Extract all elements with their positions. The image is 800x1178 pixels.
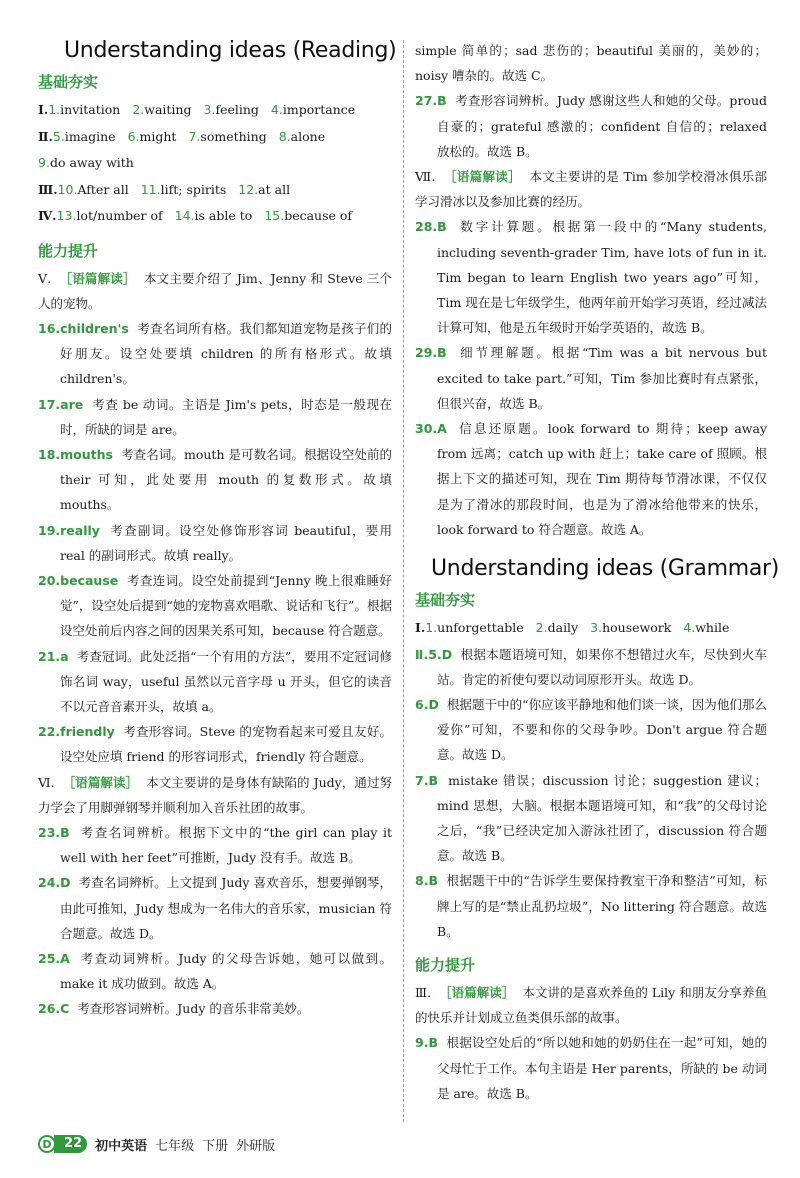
footer-grade: 七年级	[155, 1138, 195, 1154]
answer-number: 2.	[132, 102, 145, 117]
discourse-tag: ［语篇解读］	[62, 774, 139, 790]
discourse-tag: ［语篇解读］	[444, 169, 521, 185]
answer-label: 9.B	[415, 1035, 438, 1051]
answer-number: 7.	[188, 128, 201, 144]
answer-number: 15.	[264, 208, 285, 223]
answer-number: 13.	[56, 208, 77, 223]
answer-text: while	[695, 620, 730, 636]
answer-explanation: 本文主要讲的是 Tim 参加学校滑冰俱乐部学习滑冰以及参加比赛的经历。	[415, 169, 767, 210]
answer-label: 6.D	[415, 696, 439, 712]
roman-numeral: Ⅲ.	[38, 181, 58, 197]
answer-number: 6.	[127, 128, 140, 144]
discourse-tag: ［语篇解读］	[439, 985, 515, 1000]
answer-text: daily	[547, 620, 579, 636]
answer-number: 10.	[57, 181, 78, 197]
answer-text: imagine	[64, 128, 116, 144]
answer-text: unforgettable	[437, 620, 524, 636]
answer-label: 7.B	[415, 772, 438, 788]
grammar-ability-answers	[415, 980, 767, 1106]
answer-text: at all	[258, 181, 291, 197]
answer-explanation: 本文讲的是喜欢养鱼的 Lily 和朋友分享养鱼的快乐并计划成立鱼类俱乐部的故事。	[415, 985, 768, 1026]
answer-label: 18.mouths	[38, 446, 113, 462]
grammar-ability-heading: 能力提升	[415, 956, 476, 974]
footer-subject: 初中英语	[95, 1138, 148, 1154]
answer-number: 11.	[140, 181, 161, 197]
answer-explanation: 考查形容词辨析。Judy 感谢这些人和她的父母。proud 自豪的；grateful 感激的；confident 自信的；relaxed 放松的。故选 B。	[437, 93, 767, 159]
grammar-section-title: Understanding ideas (Grammar)	[431, 556, 780, 582]
answer-explanation: 考查副词。设空处修饰形容词 beautiful，要用 real 的副词形式。故填 really。	[60, 522, 393, 563]
answer-paragraph	[38, 518, 392, 568]
answer-number: 3.	[203, 102, 216, 117]
answer-paragraph	[415, 38, 767, 88]
answer-explanation: 细节理解题。根据“Tim was a bit nervous but excited to take part.”可知，Tim 参加比赛时有点紧张，但很兴奋，故选 B。	[437, 345, 767, 411]
basic-answer-line	[415, 615, 767, 642]
right-column	[415, 38, 780, 1106]
answer-number: 1.	[425, 620, 438, 636]
column-divider	[403, 40, 404, 1122]
ability-heading: 能力提升	[38, 241, 99, 260]
answer-text: lot/number of	[76, 208, 163, 223]
roman-numeral: Ⅰ.	[38, 102, 49, 117]
answer-explanation: 考查名词所有格。我们都知道宠物是孩子们的好朋友。设空处要填 children 的所有格形式。故填 children's。	[60, 320, 392, 387]
answer-number: 3.	[590, 620, 603, 636]
page-number: 22	[54, 1135, 87, 1153]
answer-explanation: 考查形容词辨析。Judy 的音乐非常美妙。	[77, 1001, 310, 1017]
answer-label: 20.because	[38, 572, 119, 588]
answer-paragraph	[38, 719, 392, 769]
footer-edition: 外研版	[236, 1138, 276, 1154]
answer-text: invitation	[60, 102, 121, 117]
answer-text: importance	[282, 102, 356, 117]
basic-answer-line	[38, 97, 392, 124]
answer-explanation: 根据题干中的“你应该平静地和他们谈一谈，因为他们那么爱你”可知，不要和你的父母争吵。Don't argue 符合题意。故选 D。	[437, 696, 767, 763]
answer-text: After all	[77, 181, 129, 197]
answer-label: 25.A	[38, 950, 70, 966]
answer-explanation: 本文主要讲的是身体有缺陷的 Judy，通过努力学会了用脚弹钢琴并顺利加入音乐社团的故事。	[38, 774, 393, 815]
answer-explanation: mistake 错误；discussion 讨论；suggestion 建议；mind 思想，大脑。根据本题语境可知，和“我”的父母讨论之后，“我”已经决定加入游泳社团了，discussion 符合题意。故选 B。	[437, 772, 767, 864]
answer-number: 9.	[38, 155, 50, 170]
reading-continued-answers	[415, 38, 767, 542]
answer-paragraph	[38, 644, 392, 720]
answer-label: 8.B	[415, 873, 438, 889]
answer-explanation: 考查名词。mouth 是可数名词。根据设空处前的 their 可知，此处要用 mouth 的复数形式。故填 mouths。	[60, 446, 392, 513]
grammar-choice-answers	[415, 642, 767, 944]
answer-label: 30.A	[415, 421, 447, 437]
footer-badge: D	[38, 1135, 56, 1153]
answer-paragraph	[38, 996, 392, 1021]
answer-label: 26.C	[38, 1001, 70, 1017]
grammar-basic-answers	[415, 615, 767, 642]
basic-answer-line	[38, 150, 392, 177]
answer-paragraph	[415, 868, 767, 944]
answer-text: feeling	[215, 102, 259, 117]
answer-number: 14.	[174, 208, 195, 223]
answer-text: do away with	[49, 155, 134, 170]
answer-paragraph	[415, 416, 767, 542]
answer-label: 22.friendly	[38, 724, 115, 740]
answer-label: Ⅴ.	[38, 270, 52, 286]
answer-paragraph	[415, 88, 767, 164]
answer-text: is able to	[194, 208, 253, 223]
answer-explanation: 考查动词辨析。Judy 的父母告诉她，她可以做到。make it 成功做到。故选 A。	[60, 950, 392, 992]
answer-number: 4.	[683, 620, 696, 636]
basic-answer-line	[38, 177, 392, 204]
answer-explanation: 根据本题语境可知，如果你不想错过火车，尽快到火车站。肯定的祈使句要以动词原形开头。故选 D。	[437, 646, 767, 687]
answer-text: might	[139, 128, 177, 144]
answer-explanation: 信息还原题。look forward to 期待；keep away from 远离；catch up with 赶上；take care of 照顾。根据上下文的描述可知，现在 Tim 期待每节滑冰课，不仅仅是为了滑冰的那段时间，也是为了滑冰给他带来的快乐，look forward to 符合题意。故选 A。	[437, 421, 767, 537]
answer-number: 4.	[270, 102, 283, 117]
answer-label: 28.B	[415, 219, 447, 235]
answer-label: Ⅶ.	[415, 169, 436, 185]
answer-paragraph	[415, 340, 767, 416]
answer-paragraph	[38, 820, 392, 870]
answer-paragraph	[415, 1030, 767, 1106]
answer-text: alone	[290, 128, 326, 144]
answer-paragraph	[415, 214, 767, 340]
answer-explanation: simple 简单的；sad 悲伤的；beautiful 美丽的，美妙的；noisy 嘈杂的。故选 C。	[415, 43, 767, 84]
answer-label: 19.really	[38, 522, 100, 538]
answer-explanation: 考查连词。设空处前提到“Jenny 晚上很难睡好觉”，设空处后提到“她的宠物喜欢唱歌、说话和飞行”。根据设空处前后内容之间的因果关系可知，because 符合题意。	[60, 572, 393, 639]
answer-text: lift; spirits	[160, 181, 227, 197]
answer-paragraph	[38, 946, 392, 996]
answer-paragraph	[415, 768, 767, 869]
footer-term: 下册	[202, 1138, 229, 1154]
answer-label: 16.children's	[38, 320, 129, 336]
page-footer	[38, 1132, 275, 1156]
answer-paragraph	[38, 316, 392, 392]
answer-number: 12.	[238, 181, 259, 197]
answer-label: 23.B	[38, 824, 70, 840]
answer-paragraph	[415, 692, 767, 768]
answer-paragraph	[415, 642, 767, 692]
answer-label: 29.B	[415, 345, 447, 361]
answer-paragraph	[38, 870, 392, 946]
answer-label: Ⅱ.5.D	[415, 646, 453, 662]
answer-label: 17.are	[38, 396, 84, 412]
answer-text: because of	[284, 208, 353, 223]
answer-paragraph	[38, 568, 392, 644]
answer-explanation: 根据设空处后的“所以她和她的奶奶住在一起”可知，她的父母忙于工作。本句主语是 Her parents，所缺的 be 动词是 are。故选 B。	[437, 1035, 767, 1101]
discourse-tag: ［语篇解读］	[59, 270, 136, 286]
left-column	[38, 38, 397, 1022]
ability-answers	[38, 266, 392, 1022]
answer-paragraph	[415, 164, 767, 214]
answer-explanation: 考查冠词。此处泛指“一个有用的方法”，要用不定冠词修饰名词 way，useful 虽然以元音字母 u 开头，但它的读音不以元音音素开头，故填 a。	[60, 648, 392, 714]
answer-paragraph	[415, 980, 767, 1030]
basic-answer-line	[38, 124, 392, 151]
answer-explanation: 考查名词辨析。根据下文中的“the girl can play it well with her feet”可推断，Judy 没有手。故选 B。	[60, 824, 392, 866]
roman-numeral: Ⅳ.	[38, 208, 57, 223]
answer-label: 21.a	[38, 648, 69, 664]
answer-explanation: 考查形容词。Steve 的宠物看起来可爱且友好。设空处应填 friend 的形容词形式，friendly 符合题意。	[60, 724, 392, 765]
basic-heading: 基础夯实	[38, 73, 99, 91]
answer-explanation: 考查名词辨析。上文提到 Judy 喜欢音乐，想要弹钢琴，由此可推知，Judy 想成为一名伟大的音乐家，musician 符合题意。故选 D。	[60, 875, 393, 941]
answer-number: 8.	[278, 128, 291, 144]
answer-text: waiting	[144, 102, 192, 117]
answer-text: something	[200, 128, 267, 144]
answer-number: 5.	[52, 128, 65, 144]
grammar-basic-heading: 基础夯实	[415, 591, 476, 610]
basic-answer-line	[38, 203, 392, 230]
answer-paragraph	[38, 770, 392, 820]
answer-number: 2.	[535, 620, 548, 636]
answer-text: housework	[602, 620, 672, 636]
answer-number: 1.	[48, 102, 61, 117]
answer-explanation: 根据题干中的“告诉学生要保持教室干净和整洁”可知，标牌上写的是“禁止乱扔垃圾”，No littering 符合题意。故选 B。	[437, 873, 767, 939]
answer-paragraph	[38, 392, 392, 442]
answer-label: Ⅵ.	[38, 774, 55, 790]
answer-label: Ⅲ.	[415, 985, 432, 1000]
answer-explanation: 考查 be 动词。主语是 Jim's pets，时态是一般现在时，所缺的词是 are。	[60, 396, 393, 437]
basic-answers	[38, 97, 392, 230]
answer-label: 27.B	[415, 93, 447, 109]
answer-label: 24.D	[38, 875, 71, 891]
reading-section-title: Understanding ideas (Reading)	[64, 38, 397, 63]
answer-explanation: 数字计算题。根据第一段中的“Many students, including seventh-grader Tim, have lots of fun in it. Tim began to learn English two years ago”可知，Tim 现在是七年级学生，他两年前开始学习英语，经过减法计算可知，他是五年级时开始学英语的，故选 B。	[437, 219, 767, 336]
answer-explanation: 本文主要介绍了 Jim、Jenny 和 Steve 三个人的宠物。	[38, 270, 392, 311]
roman-numeral: Ⅰ.	[415, 620, 426, 636]
roman-numeral: Ⅱ.	[38, 128, 53, 144]
answer-paragraph	[38, 442, 392, 518]
answer-paragraph	[38, 266, 392, 316]
